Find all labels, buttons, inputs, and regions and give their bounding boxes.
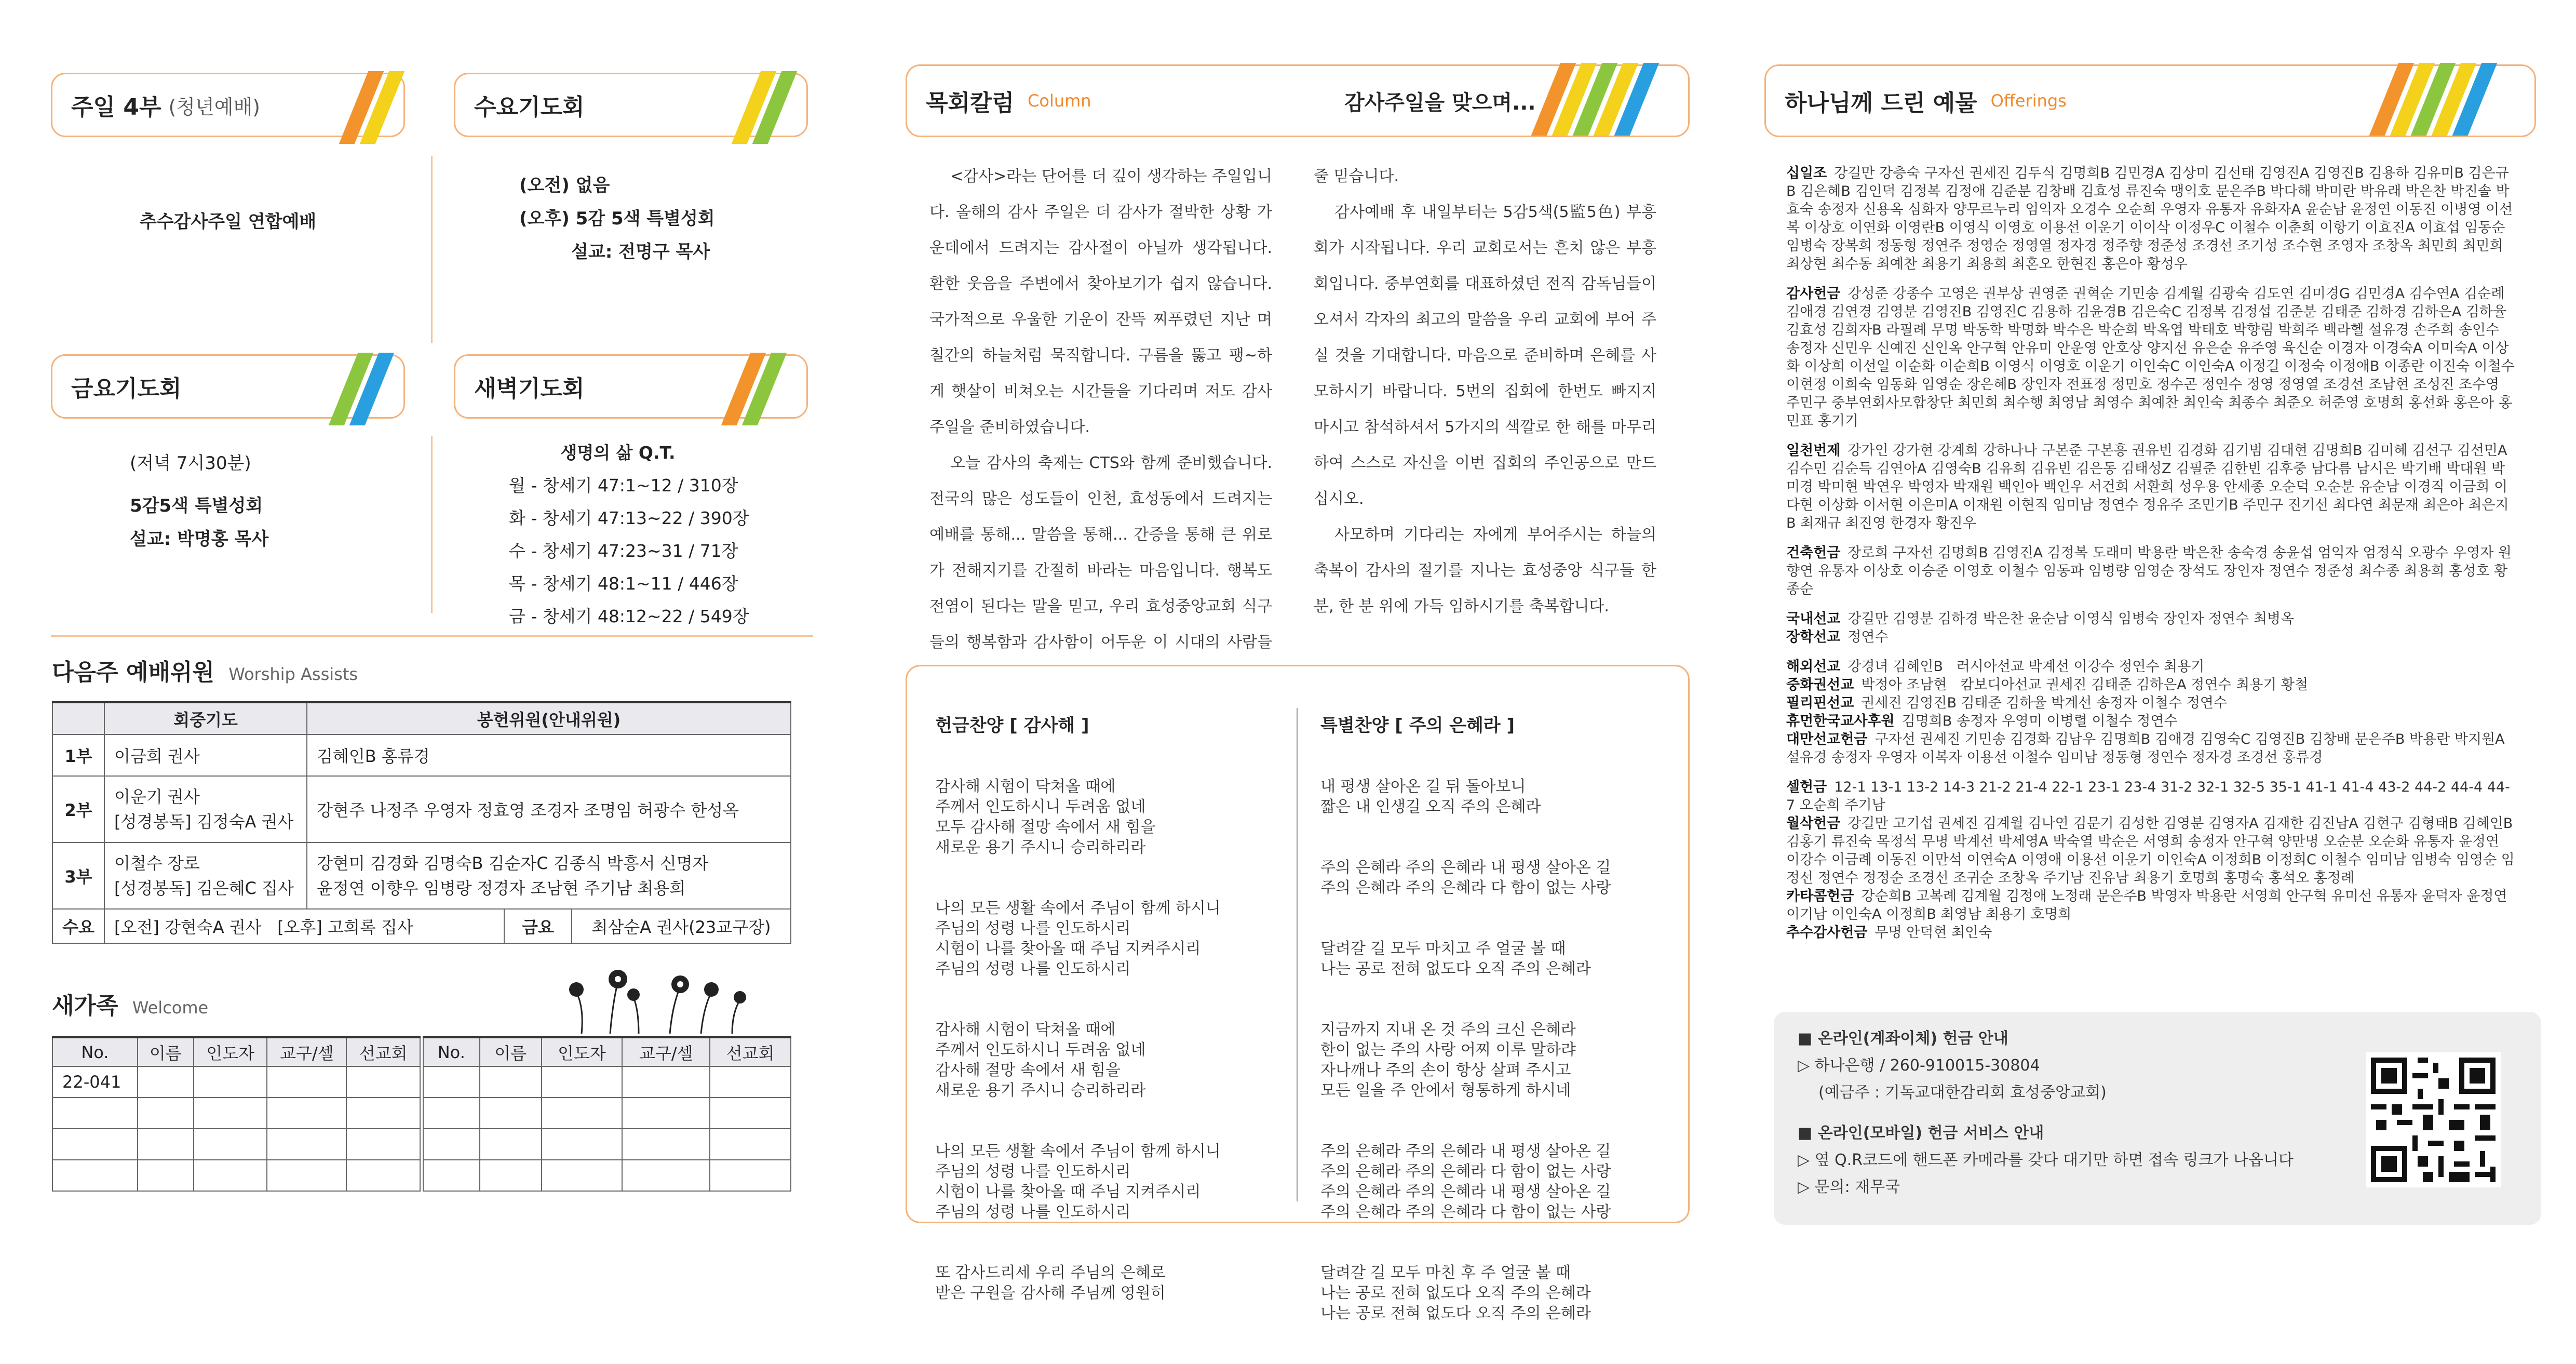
bank-account: ▷ 하나은행 / 260-910015-30804 xyxy=(1798,1057,2040,1075)
hymn-stanza: 달려갈 길 모두 마친 후 주 얼굴 볼 때 나는 공로 전혀 없도다 오직 주의 은혜라 나는 공로 전혀 없도다 오직 주의 은혜라 xyxy=(1320,1264,1591,1322)
square-bullet-icon: ■ xyxy=(1798,1029,1818,1048)
offering-names: 강성준 강종수 고영은 권부상 권영준 권혁순 기민송 김계월 김광숙 김도연 김미경G 김민경A 김수연A 김순례 김애경 김연경 김영분 김영진B 김영진C 김용하 김윤경B 김은숙C 김정복 김정섭 김준분 김태준 김하경 김하은A 김하율 김효성 김희자B 라필례 무명 박동학 박명화 박수은 박순희 박옥엽 박태호 박향림 박희주 백라헬 설유경 손주희 송인수 송정자 신민우 신예진 신인옥 안구혁 안유미 안운영 안호상 양지선 유은순 유주영 육신순 이경자 이경숙A 이미숙A 이상화 이상희 이선일 이순화 이순희B 이영식 이영호 이운기 이인숙C 이인숙A 이정길 이정숙 이정애B 이종란 이진숙 이철수 이현정 이희숙 임동화 임영순 장은혜B 장인자 전표정 정민호 정수곤 정연수 정영 정영열 조경선 조남현 조성진 조수영 주민구 중부연회사모합창단 최민희 최수행 최영남 최영수 최예찬 최인숙 최종수 최준오 허준영 호명희 홍선화 홍은아 홍민표 홍기기 xyxy=(1786,286,2515,429)
offering-label: 월삭헌금 xyxy=(1786,815,1841,832)
worship-subtitle: Worship Assists xyxy=(228,664,358,684)
bank-title-row xyxy=(1798,1025,2317,1052)
offering-row xyxy=(1786,285,2516,430)
worship-offer: 강현주 나정주 우영자 정효영 조경자 조명임 허광수 한성옥 xyxy=(307,776,791,843)
offering-label: 휴먼한국교사후원 xyxy=(1786,713,1895,729)
worship-header-offer: 봉헌위원(안내위원) xyxy=(307,702,791,734)
nf-col-guide: 인도자 xyxy=(194,1037,267,1066)
stripe-decoration-icon xyxy=(721,353,787,425)
hymn-stanza: 감사해 시험이 닥쳐올 때에 주께서 인도하시니 두려움 없네 감사해 절망 속에서 새 힘을 새로운 용기 주시니 승리하리라 xyxy=(935,1021,1146,1100)
hymn-stanza: 주의 은혜라 주의 은혜라 내 평생 살아온 길 주의 은혜라 주의 은혜라 다 함이 없는 사랑 주의 은혜라 주의 은혜라 내 평생 살아온 길 주의 은혜라 주의 은혜라 다 함이 없는 사랑 xyxy=(1320,1142,1611,1221)
offering-label: 추수감사헌금 xyxy=(1786,925,1868,941)
hymn-right-title: 특별찬양 [ 주의 은혜라 ] xyxy=(1320,715,1515,736)
dawn-item: 금 - 창세기 48:12~22 / 549장 xyxy=(509,606,749,626)
wed-details xyxy=(519,169,810,269)
flower-illustration-icon xyxy=(561,961,758,1034)
column-en: Column xyxy=(1028,91,1091,111)
stripe-decoration-icon xyxy=(732,71,798,144)
stripe-decoration-icon xyxy=(329,353,395,425)
sunday4-header xyxy=(51,73,405,137)
hymn-left-title: 헌금찬양 [ 감사해 ] xyxy=(935,715,1089,736)
offering-label: 십일조 xyxy=(1786,165,1827,181)
fri-details xyxy=(130,447,421,556)
offering-row xyxy=(1786,924,2516,942)
fri-title: 금요기도회 xyxy=(71,376,182,402)
offering-names: 강길만 고기섭 권세진 김계월 김나연 김문기 김성한 김영분 김영자A 김재한 김진남A 김현구 김형태B 김혜인B 김홍기 류진숙 목정석 무명 박계선 박세영A 박숙열 박순은 서영희 송정자 안구혁 양만명 오순분 오순화 유통자 윤정연 이강수 이금례 이동진 이만석 이연숙A 이영애 이용선 이운기 이인숙A 이정희B 이정희C 이철수 임미남 임병숙 임영순 임정선 정연수 정정순 조경선 조귀순 조창옥 주기남 진유남 최용기 호명희 홍명숙 홍석오 홍정례 xyxy=(1786,815,2515,886)
column-left-text xyxy=(929,158,1272,696)
offering-label: 셀헌금 xyxy=(1786,779,1827,795)
offering-names: 박정아 조남현 캄보디아선교 권세진 김태준 김하은A 정연수 최용기 황철 xyxy=(1861,677,2309,693)
offering-row xyxy=(1786,442,2516,532)
worship-fri-value: 최삼순A 권사(23교구장) xyxy=(572,909,791,943)
newfamily-heading xyxy=(52,987,208,1020)
mobile-instruction: ▷ 옆 Q.R코드에 핸드폰 카메라를 갖다 대기만 하면 접속 링크가 나옵니다 xyxy=(1798,1151,2294,1169)
fri-line1: (저녁 7시30분) xyxy=(130,453,251,474)
dawn-item: 화 - 창세기 47:13~22 / 390장 xyxy=(509,508,749,528)
nf-col-mission: 선교회 xyxy=(346,1037,420,1066)
offerings-header xyxy=(1764,64,2536,137)
hymn-stanza: 감사해 시험이 닥쳐올 때에 주께서 인도하시니 두려움 없네 모두 감사해 절망 속에서 새 힘을 새로운 용기 주시니 승리하리라 xyxy=(935,778,1156,857)
dawn-item: 월 - 창세기 47:1~12 / 310장 xyxy=(509,475,738,496)
column-header xyxy=(906,64,1690,137)
offering-row xyxy=(1786,164,2516,273)
wed-line1: (오전) 없음 xyxy=(519,175,610,196)
column-right-text xyxy=(1314,158,1656,624)
nf-col-mission: 선교회 xyxy=(710,1037,791,1066)
dawn-title: 새벽기도회 xyxy=(474,376,585,402)
wed-line3: 설교: 전명구 목사 xyxy=(571,242,710,262)
sunday4-subtitle: (청년예배) xyxy=(168,95,260,118)
newfamily-table-left xyxy=(52,1036,421,1192)
offering-names: 무명 안덕현 최인숙 xyxy=(1874,925,1992,941)
hymn-stanza: 주의 은혜라 주의 은혜라 내 평생 살아온 길 주의 은혜라 주의 은혜라 다 함이 없는 사랑 xyxy=(1320,859,1611,897)
offering-label: 국내선교 xyxy=(1786,611,1841,627)
worship-table xyxy=(52,701,791,944)
offering-names: 강경녀 김혜인B 러시아선교 박계선 이강수 정연수 최용기 xyxy=(1847,659,2205,675)
hymn-stanza: 지금까지 지내 온 것 주의 크신 은혜라 한이 없는 주의 사랑 어찌 이루 말하랴 자나깨나 주의 손이 항상 살펴 주시고 모든 일을 주 안에서 형통하게 하시네 xyxy=(1320,1021,1576,1100)
dawn-item: 수 - 창세기 47:23~31 / 71장 xyxy=(509,541,738,561)
worship-heading xyxy=(52,653,358,687)
nf-col-no: No. xyxy=(52,1037,138,1066)
dawn-header xyxy=(454,354,808,419)
newfamily-title: 새가족 xyxy=(52,993,118,1019)
hymn-stanza: 또 감사드리세 우리 주님의 은혜로 받은 구원을 감사해 주님께 영원히 xyxy=(935,1264,1166,1302)
nf-col-cell: 교구/셀 xyxy=(622,1037,710,1066)
dawn-heading: 생명의 삶 Q.T. xyxy=(560,443,676,463)
wed-header xyxy=(454,73,808,137)
offering-names: 강길만 강층숙 구자선 권세진 김두식 김명희B 김민경A 김상미 김선태 김영진A 김영진B 김용하 김유미B 김은규B 김은혜B 김인덕 김정복 김정애 김준분 김창배 김효성 류진숙 맹익호 문은주B 박다해 박미란 박유래 박은찬 박진솔 박효숙 송정자 신용옥 심화자 양무르누리 엄익자 오경수 오순희 우영자 유통자 유화자A 윤순남 윤정연 이동진 이병영 이선복 이상호 이연화 이영란B 이영식 이영호 이용선 이운기 이이삭 이정우C 이철수 이춘희 이항기 이효진A 이효섭 임동순 임병숙 장복희 정동형 정연주 정영순 정영열 정자경 정주향 정준성 조경선 조기성 조수현 조영자 조창옥 최민희 최민희 최상현 최수동 최예찬 최용기 최용희 최혼오 한현진 홍은아 황성우 xyxy=(1786,165,2513,272)
divider xyxy=(431,436,433,613)
offering-label: 일천번제 xyxy=(1786,443,1841,459)
worship-title: 다음주 예배위원 xyxy=(52,659,214,686)
offering-row xyxy=(1786,778,2516,814)
offering-names: 강순희B 고복례 김계월 김정애 노정래 문은주B 박영자 박용란 서영희 안구혁 유미선 유통자 윤덕자 윤정연 이기남 이인숙A 이정희B 최영남 최용기 호명희 xyxy=(1786,888,2507,922)
column-title: 목회칼럼 xyxy=(926,90,1015,116)
mobile-contact: ▷ 문의: 재무국 xyxy=(1798,1178,1900,1196)
bank-holder: (예금주 : 기독교대한감리회 효성중앙교회) xyxy=(1818,1084,2107,1102)
mobile-title: 온라인(모바일) 헌금 서비스 안내 xyxy=(1817,1124,2044,1142)
offering-row xyxy=(1786,712,2516,730)
offering-row xyxy=(1786,814,2516,887)
column-paragraph: 줄 믿습니다. xyxy=(1314,167,1399,185)
hymn-box xyxy=(906,665,1690,1322)
wed-title: 수요기도회 xyxy=(474,94,585,121)
worship-prayer: 이운기 권사 [성경봉독] 김정숙A 권사 xyxy=(104,776,307,843)
column-paragraph: 사모하며 기다리는 자에게 부어주시는 하늘의 축복이 감사의 절기를 지나는 효성중앙 식구들 한 분, 한 분 위에 가득 임하시기를 축복합니다. xyxy=(1314,526,1656,616)
column-paragraph: 감사예배 후 내일부터는 5감5색(5監5色) 부흥회가 시작됩니다. 우리 교회로서는 흔치 않은 부흥회입니다. 중부연회를 대표하셨던 전직 감독님들이 오셔서 각자의 최고의 말씀을 우리 교회에 부어 주실 것을 기대합니다. 마음으로 준비하며 은혜를 사모하시기 바랍니다. 5번의 집회에 한번도 빠지지 마시고 참석하셔서 5가지의 색깔로 한 해를 마무리 하여 스스로 자신을 이번 집회의 주인공으로 만드십시오. xyxy=(1314,203,1656,508)
square-bullet-icon: ■ xyxy=(1798,1124,1818,1142)
divider xyxy=(1297,708,1298,1201)
mobile-title-row xyxy=(1798,1120,2317,1147)
offering-label: 대만선교헌금 xyxy=(1786,731,1868,747)
sunday4-service-text: 추수감사주일 연합예배 xyxy=(139,211,317,232)
offering-names: 정연수 xyxy=(1847,629,1889,645)
worship-fri-label: 금요 xyxy=(504,909,572,943)
worship-wed-value: [오전] 강현숙A 권사 [오후] 고희록 집사 xyxy=(104,909,504,943)
newfamily-subtitle: Welcome xyxy=(132,998,209,1018)
offering-label: 감사헌금 xyxy=(1786,286,1841,302)
nf-col-cell: 교구/셀 xyxy=(267,1037,346,1066)
offering-label: 중화권선교 xyxy=(1786,677,1854,693)
column-heading: 감사주일을 맞으며... xyxy=(1344,90,1536,115)
offering-row xyxy=(1786,730,2516,767)
offering-row xyxy=(1786,658,2516,676)
online-offering-info xyxy=(1774,1012,2541,1225)
divider xyxy=(431,156,433,343)
offering-names: 장로희 구자선 김명희B 김영진A 김정복 도래미 박용란 박은찬 송숙경 송윤섭 엄익자 엄정식 오광수 우영자 원향연 유통자 이상호 이승준 이영호 이철수 임동파 임병량 임영순 장석도 장인자 정연수 정준성 최수종 최용희 홍성호 황종순 xyxy=(1786,545,2512,597)
stripe-decoration-icon xyxy=(1531,63,1660,136)
hymn-stanza: 내 평생 살아온 길 뒤 돌아보니 짧은 내 인생길 오직 주의 은혜라 xyxy=(1320,778,1541,816)
dawn-item: 목 - 창세기 48:1~11 / 446장 xyxy=(509,573,738,594)
nf-first-no: 22-041 xyxy=(52,1066,138,1098)
nf-col-name: 이름 xyxy=(138,1037,194,1066)
offering-names: 강가인 강가현 강계희 강하나나 구본준 구본흥 권유빈 김경화 김기범 김대현 김명희B 김미혜 김선구 김선민A 김수민 김순득 김연아A 김영숙B 김유희 김유빈 김은동 김태성Z 김필준 김한빈 김후중 남다름 남시은 박기배 박대원 박미경 박미현 박연우 박영자 박재원 백인아 백인우 서건희 서환희 성우용 안세종 오순덕 오순분 유순남 이경직 이금희 이다현 이상화 이서현 이은미A 이재원 이현직 임미남 정연수 정유주 조민기B 주민구 진기선 최다연 최문재 최은아 최은지B 최재규 최진영 한경자 황진우 xyxy=(1786,443,2509,531)
worship-offer: 강현미 김경화 김명숙B 김순자C 김종식 박흥서 신명자 윤정연 이향우 임병랑 정경자 조남현 주기남 최용희 xyxy=(307,843,791,909)
offerings-en: Offerings xyxy=(1990,91,2067,111)
offering-row xyxy=(1786,610,2516,628)
sunday4-title: 주일 4부 xyxy=(71,94,161,121)
offering-names: 강길만 김영분 김하경 박은찬 윤순남 이영식 임병숙 장인자 정연수 최병옥 xyxy=(1847,611,2295,627)
offerings-title: 하나님께 드린 예물 xyxy=(1785,90,1977,116)
qr-code-icon[interactable] xyxy=(2366,1052,2501,1187)
divider xyxy=(51,635,813,637)
worship-svc: 2부 xyxy=(52,776,104,843)
fri-line3: 설교: 박명홍 목사 xyxy=(130,529,269,550)
offering-label: 해외선교 xyxy=(1786,659,1841,675)
hymn-stanza: 나의 모든 생활 속에서 주님이 함께 하시니 주님의 성령 나를 인도하시리 시험이 나를 찾아올 때 주님 지켜주시리 주님의 성령 나를 인도하시리 xyxy=(935,1142,1221,1221)
fri-line2: 5감5색 특별성회 xyxy=(130,496,263,516)
worship-wed-label: 수요 xyxy=(52,909,104,943)
offering-names: 김명희B 송정자 우영미 이병렬 이철수 정연수 xyxy=(1901,713,2178,729)
newfamily-table-right xyxy=(423,1036,791,1192)
nf-col-no: No. xyxy=(423,1037,480,1066)
offering-row xyxy=(1786,694,2516,712)
worship-prayer: 이금희 권사 xyxy=(104,734,307,776)
offering-row xyxy=(1786,676,2516,694)
offering-label: 필리핀선교 xyxy=(1786,695,1854,711)
offering-label: 장학선교 xyxy=(1786,629,1841,645)
offering-label: 건축헌금 xyxy=(1786,545,1841,561)
hymn-stanza: 나의 모든 생활 속에서 주님이 함께 하시니 주님의 성령 나를 인도하시리 시험이 나를 찾아올 때 주님 지켜주시리 주님의 성령 나를 인도하시리 xyxy=(935,899,1221,978)
nf-col-name: 이름 xyxy=(480,1037,542,1066)
stripe-decoration-icon xyxy=(339,71,405,144)
worship-svc: 3부 xyxy=(52,843,104,909)
worship-header-prayer: 회중기도 xyxy=(104,702,307,734)
column-paragraph: 오늘 감사의 축제는 CTS와 함께 준비했습니다. 전국의 많은 성도들이 인천, 효성동에서 드려지는 예배를 통해... 말씀을 통해... 간증을 통해 큰 위로가 전해지기를 간절히 바라는 마음입니다. 행복도 전염이 된다는 말을 믿고, 우리 효성중앙교회 식구들의 행복함과 감사함이 어두운 이 시대의 사람들 xyxy=(929,454,1272,651)
column-paragraph: <감사>라는 단어를 더 깊이 생각하는 주일입니다. 올해의 감사 주일은 더 감사가 절박한 상황 가운데에서 드려지는 감사절이 아닐까 생각됩니다. 환한 웃음을 주변에서 찾아보기가 쉽지 않습니다. 국가적으로 우울한 기운이 잔뜩 찌푸렸던 지난 며칠간의 하늘처럼 묵직합니다. 구름을 뚫고 팽~하게 햇살이 비쳐오는 시간들을 기다리며 저도 감사주일을 준비하였습니다. xyxy=(929,167,1272,436)
offering-row xyxy=(1786,628,2516,646)
worship-prayer: 이철수 장로 [성경봉독] 김은혜C 집사 xyxy=(104,843,307,909)
offering-label: 카타콤헌금 xyxy=(1786,888,1854,904)
fri-header xyxy=(51,354,405,419)
offering-names: 12-1 13-1 13-2 14-3 21-2 21-4 22-1 23-1 23-4 31-2 32-1 32-5 35-1 41-1 41-4 43-2 44-2 44-4 44-7 오순희 주기남 xyxy=(1786,779,2510,813)
offering-row xyxy=(1786,544,2516,598)
stripe-decoration-icon xyxy=(2369,63,2498,136)
offering-row xyxy=(1786,887,2516,924)
offering-names: 구자선 권세진 기민송 김경화 김남우 김명희B 김애경 김영숙C 김영진B 김창배 문은주B 박용란 박지원A 설유경 송정자 우영자 이복자 이용선 이철수 임미남 정동형 정연수 정자경 조경선 홍류경 xyxy=(1786,731,2505,766)
offering-names: 권세진 김영진B 김태준 김하율 박계선 송정자 이철수 정연수 xyxy=(1861,695,2227,711)
dawn-qt xyxy=(509,436,800,633)
nf-col-guide: 인도자 xyxy=(542,1037,623,1066)
hymn-stanza: 달려갈 길 모두 마치고 주 얼굴 볼 때 나는 공로 전혀 없도다 오직 주의 은혜라 xyxy=(1320,940,1591,978)
wed-line2: (오후) 5감 5색 특별성회 xyxy=(519,208,715,229)
bank-title: 온라인(계좌이체) 헌금 안내 xyxy=(1817,1029,2008,1048)
worship-svc: 1부 xyxy=(52,734,104,776)
offerings-list xyxy=(1786,164,2516,942)
worship-offer: 김혜인B 홍류경 xyxy=(307,734,791,776)
